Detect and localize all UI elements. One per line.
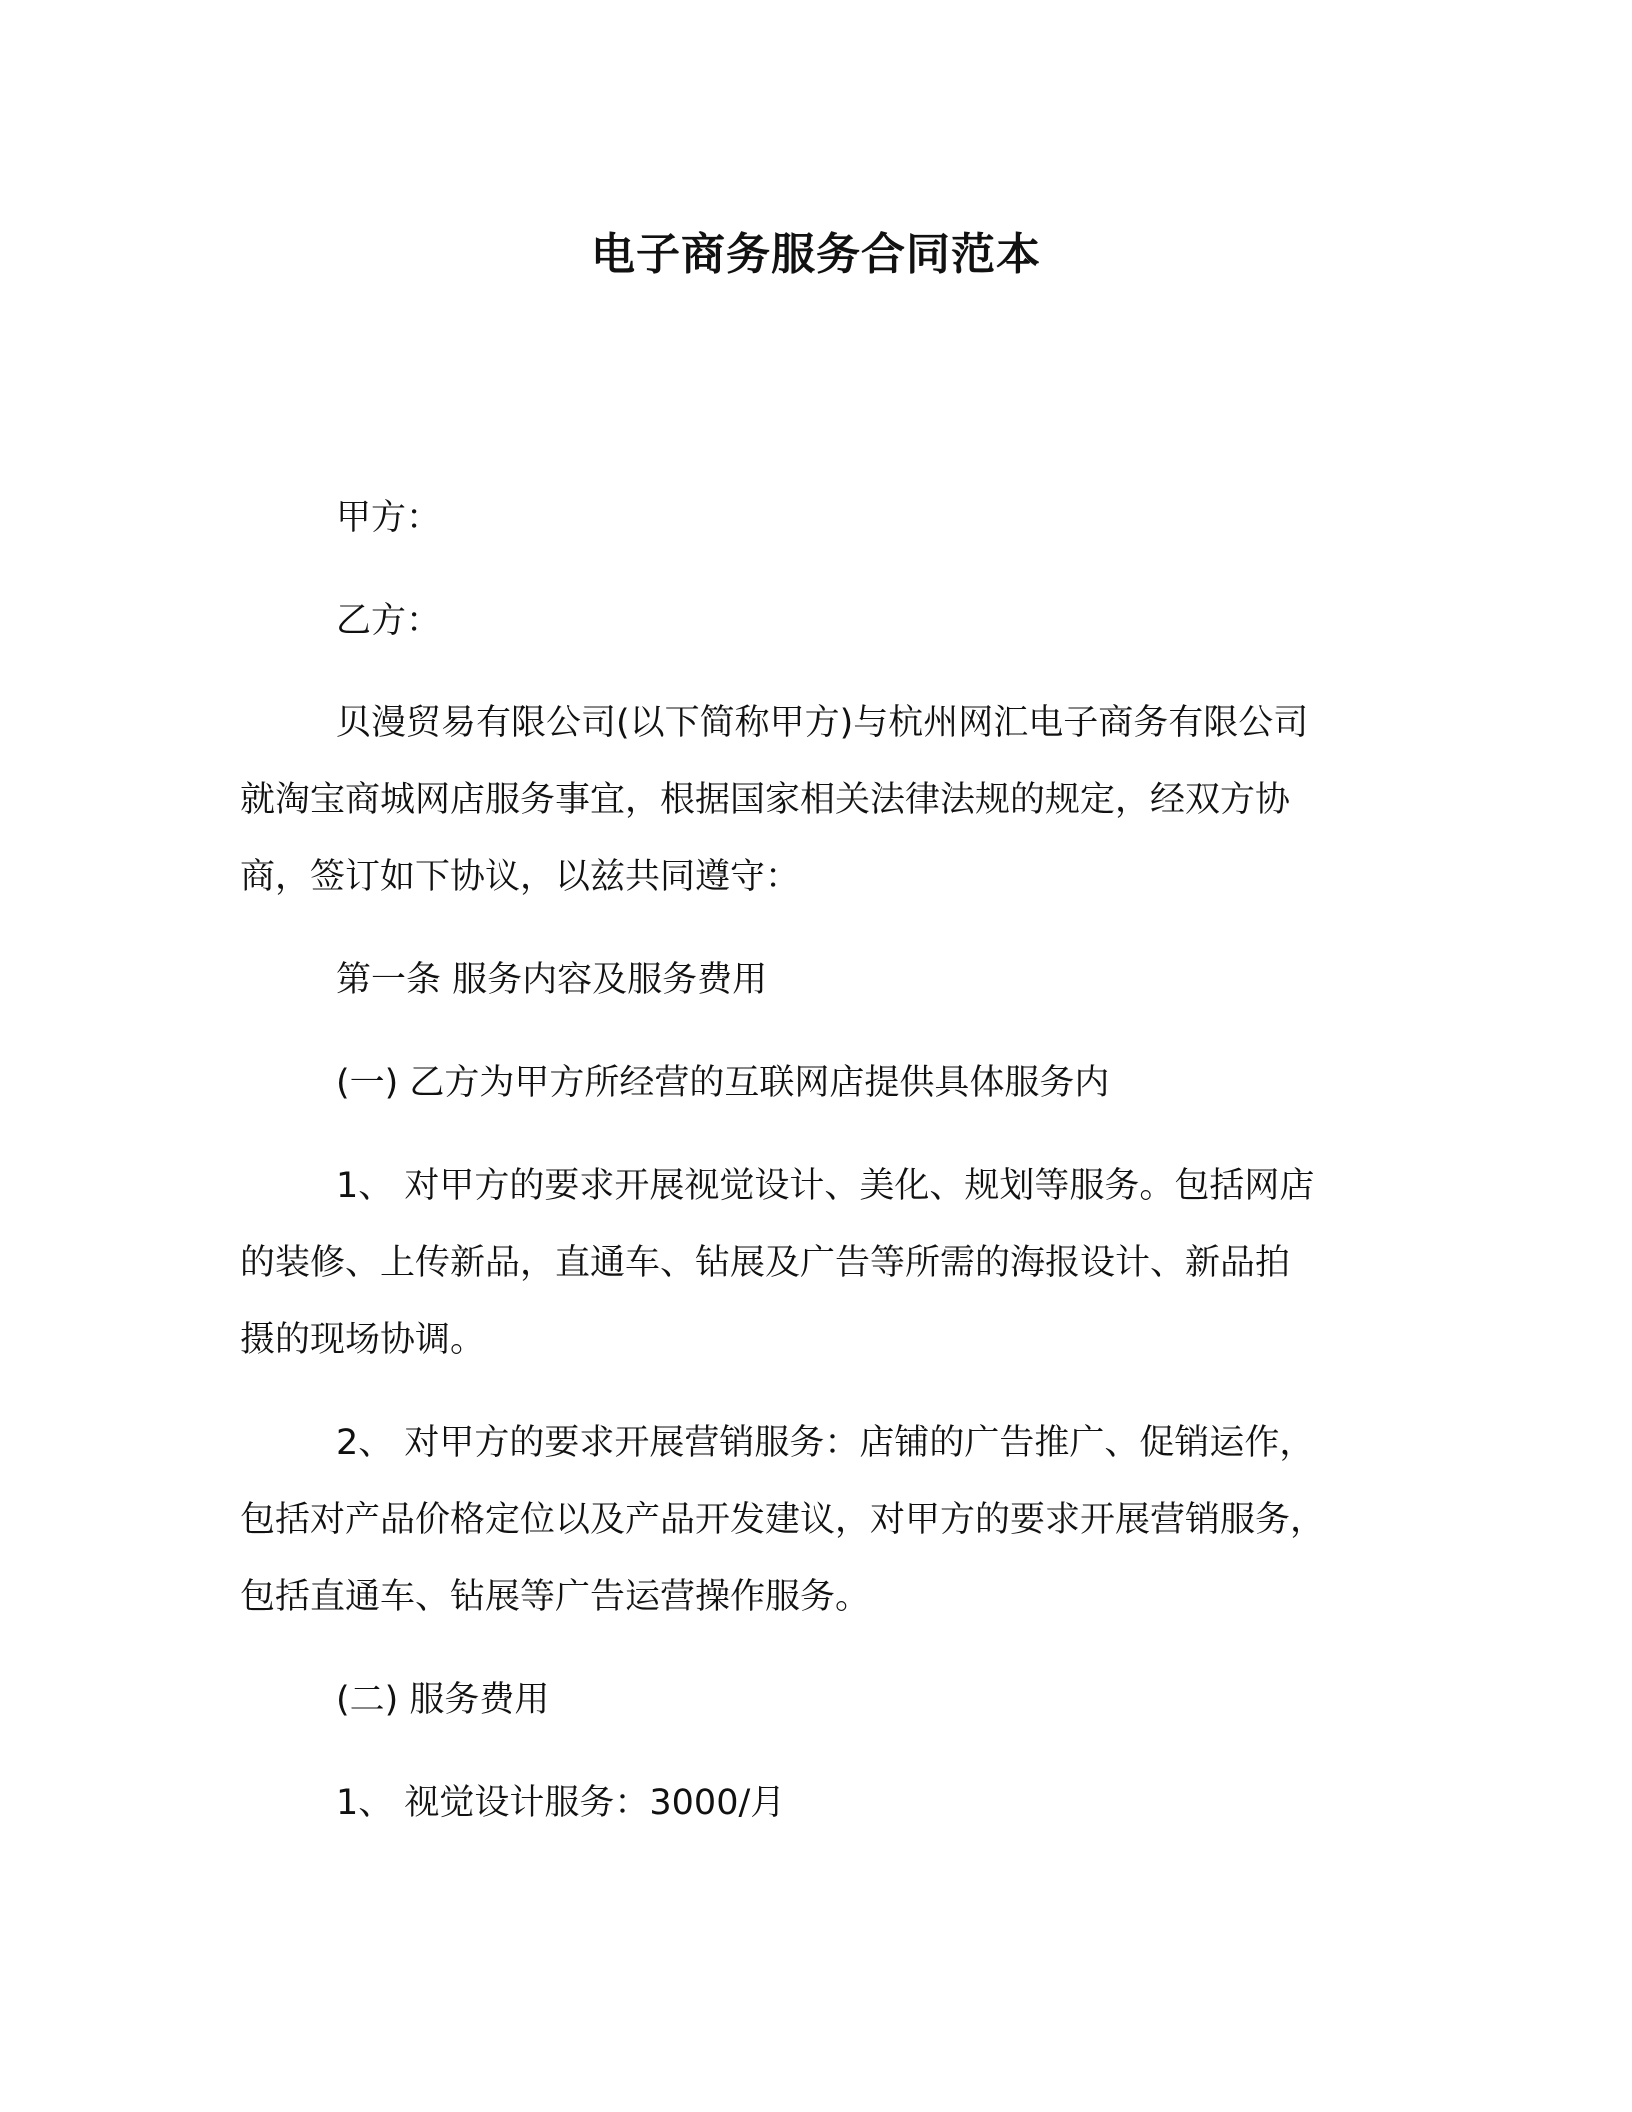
article-1-heading: 第一条 服务内容及服务费用 <box>336 960 768 1000</box>
preamble-line-2: 就淘宝商城网店服务事宜，根据国家相关法律法规的规定，经双方协 <box>240 780 1291 820</box>
item-1-line-3: 摄的现场协调。 <box>240 1320 486 1360</box>
item-2-line-2: 包括对产品价格定位以及产品开发建议，对甲方的要求开展营销服务， <box>240 1500 1326 1540</box>
fee-item-1: 1、 视觉设计服务：3000/月 <box>336 1783 786 1823</box>
item-2-line-1: 2、 对甲方的要求开展营销服务：店铺的广告推广、促销运作， <box>336 1423 1315 1463</box>
preamble-line-1: 贝漫贸易有限公司(以下简称甲方)与杭州网汇电子商务有限公司 <box>336 703 1309 743</box>
document-title: 电子商务服务合同范本 <box>591 229 1041 280</box>
item-2-line-3: 包括直通车、钻展等广告运营操作服务。 <box>240 1577 871 1617</box>
item-1-line-1: 1、 对甲方的要求开展视觉设计、美化、规划等服务。包括网店 <box>336 1166 1315 1206</box>
preamble-line-3: 商，签订如下协议，以兹共同遵守： <box>240 857 801 897</box>
item-1-line-2: 的装修、上传新品，直通车、钻展及广告等所需的海报设计、新品拍 <box>240 1243 1291 1283</box>
section-1-heading: (一) 乙方为甲方所经营的互联网店提供具体服务内 <box>336 1063 1110 1103</box>
party-a-label: 甲方： <box>336 498 442 538</box>
section-2-heading: (二) 服务费用 <box>336 1680 550 1720</box>
party-b-label: 乙方： <box>336 601 442 641</box>
